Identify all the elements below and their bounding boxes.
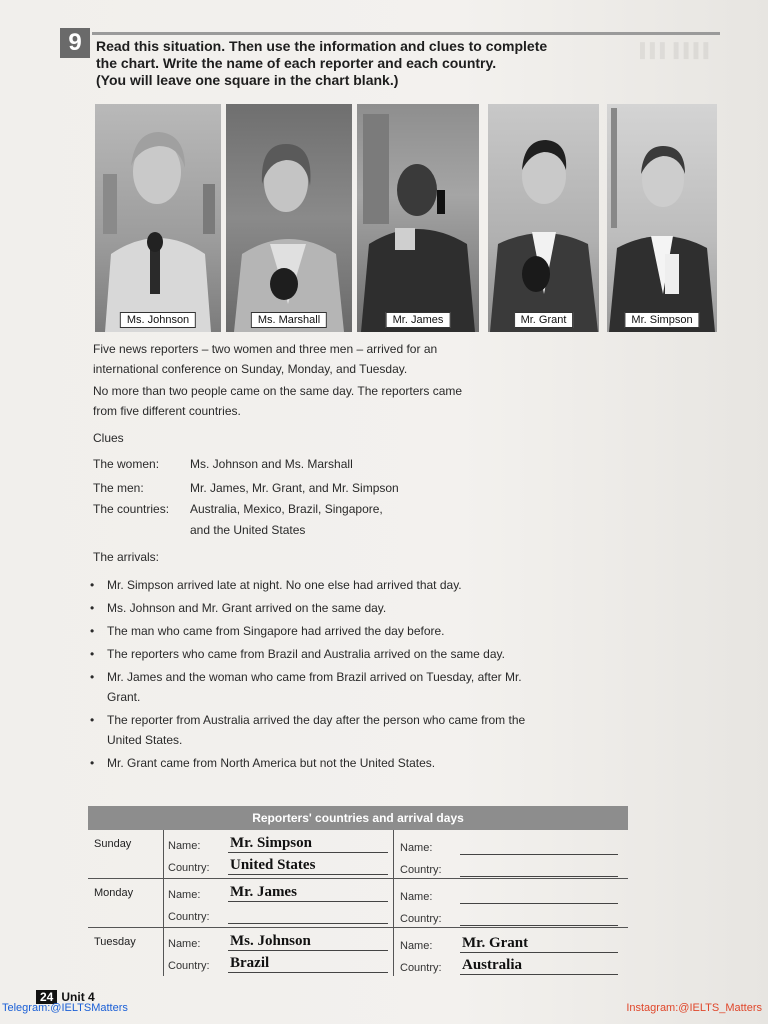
country-field[interactable]: Australia — [460, 956, 618, 975]
clue-row — [93, 520, 305, 540]
page-number: 24 — [36, 990, 57, 1004]
name-label: Name: — [168, 938, 201, 950]
telegram-handle: Telegram:@IELTSMatters — [2, 1002, 128, 1014]
day-label: Sunday — [94, 838, 132, 850]
name-field[interactable]: Mr. James — [228, 883, 388, 902]
reporter-figure-icon — [226, 104, 352, 332]
reporter-name-tag: Mr. Grant — [514, 312, 574, 328]
clue-row — [93, 454, 353, 474]
country-field[interactable] — [460, 907, 618, 926]
country-label: Country: — [168, 862, 210, 874]
country-label: Country: — [168, 960, 210, 972]
situation-line: international conference on Sunday, Monday, and Tuesday. — [93, 362, 408, 376]
clue-row — [93, 499, 383, 519]
clue-row — [93, 478, 399, 498]
arrival-clue: • The man who came from Singapore had arrived the day before. — [90, 621, 530, 641]
name-field[interactable]: Mr. Simpson — [228, 834, 388, 853]
country-field[interactable]: Brazil — [228, 954, 388, 973]
day-label: Monday — [94, 887, 134, 899]
name-field[interactable] — [460, 836, 618, 855]
photo-ms-marshall — [226, 104, 352, 332]
situation-line: No more than two people came on the same day. The reporters came — [93, 384, 463, 398]
name-field[interactable]: Ms. Johnson — [228, 932, 388, 951]
name-field[interactable]: Mr. Grant — [460, 934, 618, 953]
reporter-name-tag: Ms. Marshall — [251, 312, 327, 328]
unit-label: Unit 4 — [61, 990, 95, 1004]
clue-key: The countries: — [93, 502, 170, 516]
country-field[interactable]: United States — [228, 856, 388, 875]
name-label: Name: — [400, 842, 433, 854]
exercise-number-badge: 9 — [60, 28, 90, 58]
country-field[interactable] — [228, 905, 388, 924]
country-label: Country: — [400, 864, 442, 876]
country-field[interactable] — [460, 858, 618, 877]
arrivals-heading: The arrivals: — [93, 550, 160, 564]
reporter-name-tag: Mr. Simpson — [624, 312, 699, 328]
exercise-instructions — [96, 38, 616, 89]
instruction-line: the chart. Write the name of each reporter and each country. — [96, 55, 497, 71]
photo-mr-grant — [488, 104, 599, 332]
instruction-line: (You will leave one square in the chart blank.) — [96, 72, 399, 88]
name-label: Name: — [400, 940, 433, 952]
arrival-clue: • The reporters who came from Brazil and Australia arrived on the same day. — [90, 644, 530, 664]
chart-row-sunday — [88, 830, 628, 879]
clue-value: Mr. James, Mr. Grant, and Mr. Simpson — [190, 481, 399, 495]
arrival-clue: • Mr. James and the woman who came from Brazil arrived on Tuesday, after Mr. Grant. — [90, 667, 530, 707]
name-label: Name: — [168, 889, 201, 901]
reporter-figure-icon — [488, 104, 599, 332]
country-label: Country: — [400, 913, 442, 925]
name-field[interactable] — [460, 885, 618, 904]
bleed-through-text: ▌▌▌ ▌▌▌▌ — [640, 42, 714, 58]
reporter-figure-icon — [357, 104, 479, 332]
clue-value: Ms. Johnson and Ms. Marshall — [190, 457, 353, 471]
clue-key: The women: — [93, 457, 160, 471]
chart-row-monday — [88, 879, 628, 928]
country-label: Country: — [400, 962, 442, 974]
photo-mr-james — [357, 104, 479, 332]
name-label: Name: — [400, 891, 433, 903]
day-label: Tuesday — [94, 936, 136, 948]
clues-heading: Clues — [93, 431, 124, 445]
reporter-name-tag: Ms. Johnson — [120, 312, 196, 328]
situation-line: Five news reporters – two women and three men – arrived for an — [93, 342, 438, 356]
arrivals-list — [90, 575, 530, 776]
reporters-chart — [88, 806, 628, 976]
name-label: Name: — [168, 840, 201, 852]
reporter-name-tag: Mr. James — [386, 312, 451, 328]
header-rule — [92, 32, 720, 35]
arrival-clue: • Ms. Johnson and Mr. Grant arrived on the same day. — [90, 598, 530, 618]
photo-ms-johnson — [95, 104, 221, 332]
chart-title: Reporters' countries and arrival days — [88, 806, 628, 830]
arrival-clue: • Mr. Simpson arrived late at night. No one else had arrived that day. — [90, 575, 530, 595]
instruction-line: Read this situation. Then use the information and clues to complete — [96, 38, 548, 54]
instagram-handle: Instagram:@IELTS_Matters — [626, 1002, 762, 1014]
photo-mr-simpson — [607, 104, 717, 332]
clue-value: Australia, Mexico, Brazil, Singapore, — [190, 502, 383, 516]
situation-line: from five different countries. — [93, 404, 241, 418]
clue-key: The men: — [93, 481, 144, 495]
reporter-figure-icon — [95, 104, 221, 332]
country-label: Country: — [168, 911, 210, 923]
chart-row-tuesday — [88, 928, 628, 976]
reporter-figure-icon — [607, 104, 717, 332]
arrival-clue: • The reporter from Australia arrived the day after the person who came from the United States. — [90, 710, 530, 750]
arrival-clue: • Mr. Grant came from North America but not the United States. — [90, 753, 530, 773]
clue-value: and the United States — [190, 523, 306, 537]
